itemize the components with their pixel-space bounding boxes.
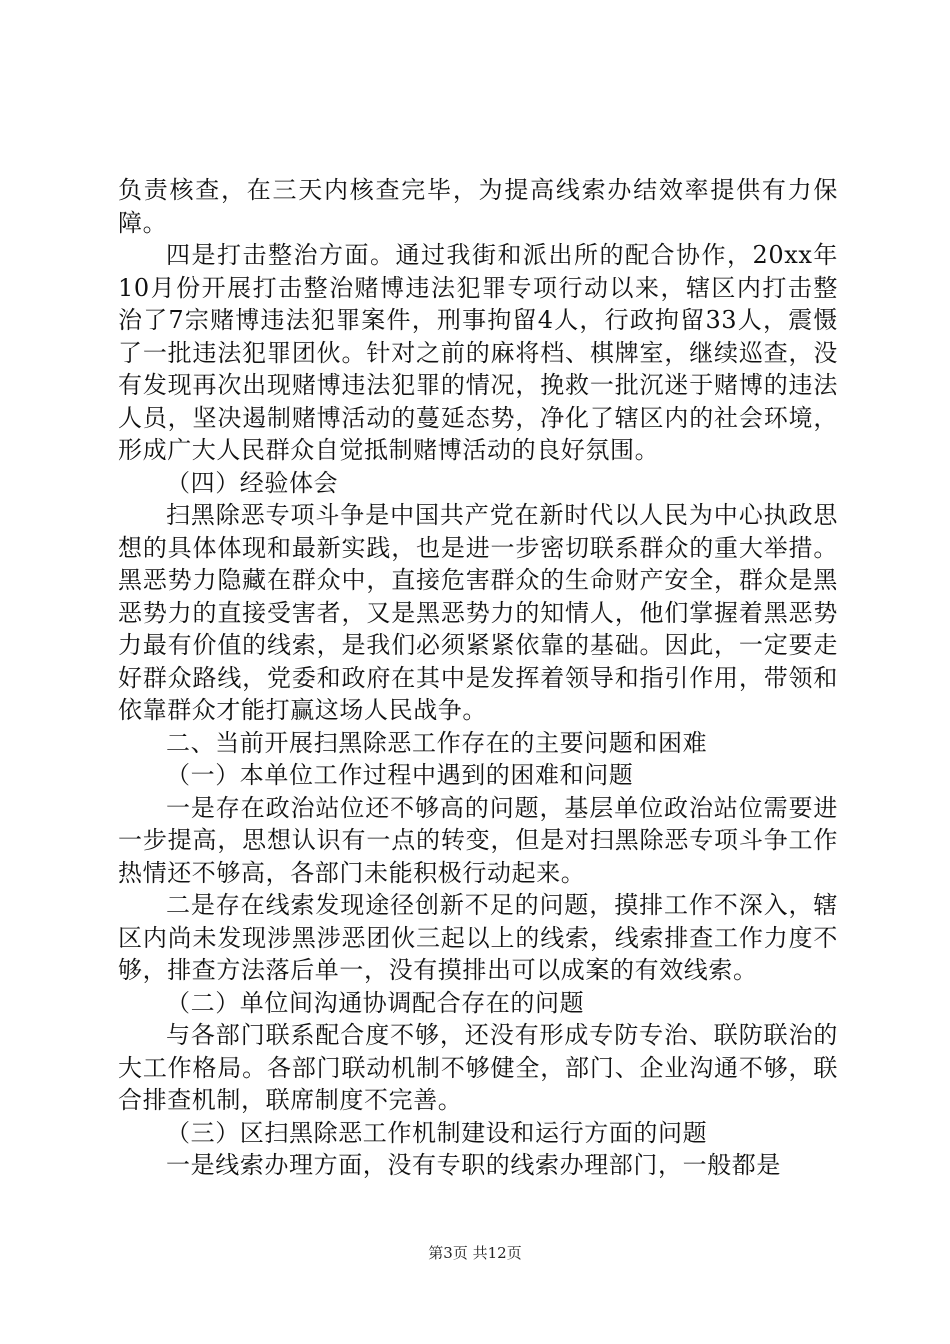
section-heading-experience: （四）经验体会 xyxy=(166,468,339,497)
subsection-heading-3: （三）区扫黑除恶工作机制建设和运行方面的问题 xyxy=(166,1118,708,1147)
section-heading-problems: 二、当前开展扫黑除恶工作存在的主要问题和困难 xyxy=(166,728,708,757)
paragraph-10: 与各部门联系配合度不够，还没有形成专防专治、联防联治的大工作格局。各部门联动机制不够健全，部门、企业沟通不够，联合排查机制，联席制度不完善。 xyxy=(118,1021,838,1114)
subsection-heading-2: （二）单位间沟通协调配合存在的问题 xyxy=(166,988,585,1017)
subsection-heading-1: （一）本单位工作过程中遇到的困难和问题 xyxy=(166,761,634,789)
page-number-label: 第3页 共12页 xyxy=(428,1244,522,1262)
paragraph-8: 二是存在线索发现途径创新不足的问题，摸排工作不深入，辖区内尚未发现涉黑涉恶团伙三起以上的线索，线索排查工作力度不够，排查方法落后单一，没有摸排出可以成案的有效线索。 xyxy=(118,891,838,984)
paragraph-1: 负责核查，在三天内核查完毕，为提高线索办结效率提供有力保障。 xyxy=(118,176,838,237)
paragraph-7: 一是存在政治站位还不够高的问题，基层单位政治站位需要进一步提高，思想认识有一点的转变，但是对扫黑除恶专项斗争工作热情还不够高，各部门未能积极行动起来。 xyxy=(118,793,838,887)
paragraph-12: 一是线索办理方面，没有专职的线索办理部门，一般都是 xyxy=(166,1151,781,1179)
document-body xyxy=(118,174,838,1182)
paragraph-2: 四是打击整治方面。通过我街和派出所的配合协作，20xx年10月份开展打击整治赌博违法犯罪专项行动以来，辖区内打击整治了7宗赌博违法犯罪案件，刑事拘留4人，行政拘留33人，震慑了一批违法犯罪团伙。针对之前的麻将档、棋牌室，继续巡查，没有发现再次出现赌博违法犯罪的情况，挽救一批沉迷于赌博的违法人员，坚决遏制赌博活动的蔓延态势，净化了辖区内的社会环境，形成广大人民群众自觉抵制赌博活动的良好氛围。 xyxy=(118,241,838,464)
paragraph-4: 扫黑除恶专项斗争是中国共产党在新时代以人民为中心执政思想的具体体现和最新实践，也是进一步密切联系群众的重大举措。黑恶势力隐藏在群众中，直接危害群众的生命财产安全，群众是黑恶势力的直接受害者，又是黑恶势力的知情人，他们掌握着黑恶势力最有价值的线索，是我们必须紧紧依靠的基础。因此，一定要走好群众路线，党委和政府在其中是发挥着领导和指引作用，带领和依靠群众才能打赢这场人民战争。 xyxy=(118,501,838,724)
page-footer xyxy=(0,1242,950,1263)
